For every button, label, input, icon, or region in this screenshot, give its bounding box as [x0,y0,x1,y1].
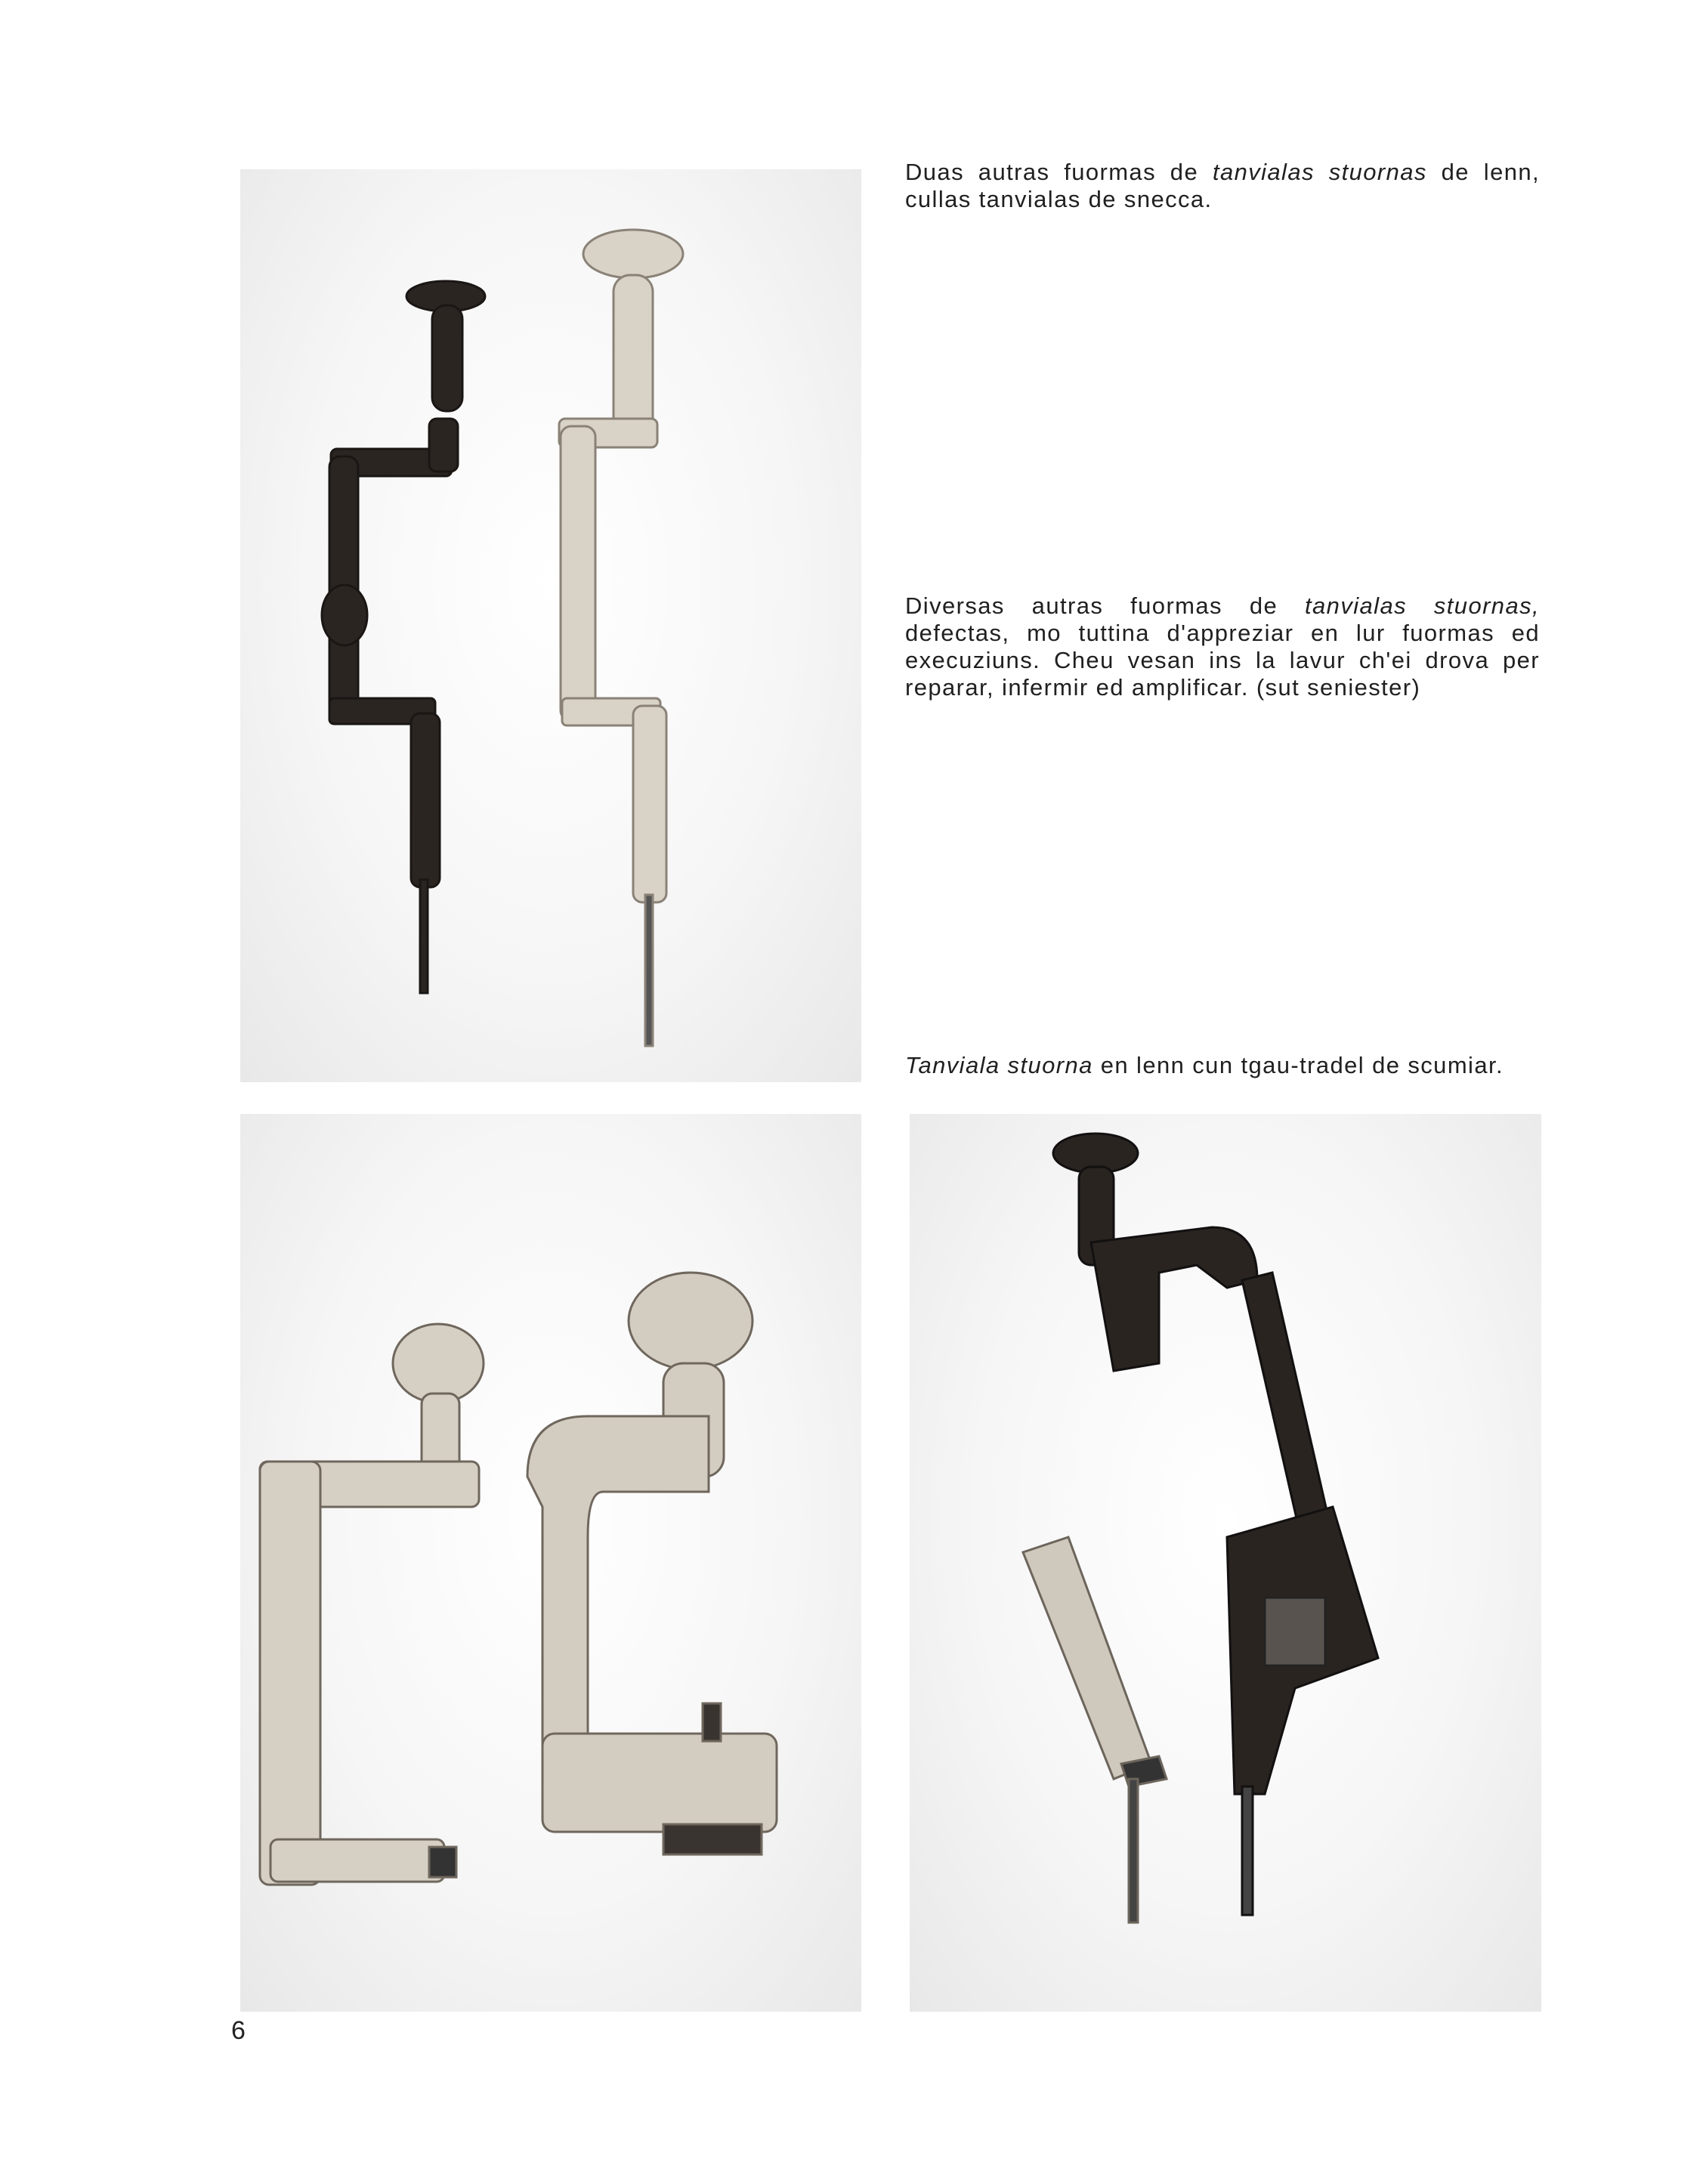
caption-italic-term: Tanviala stuorna [905,1052,1093,1078]
caption-text: de lenn, cullas tanvialas de snecca. [905,159,1541,212]
caption-text: Duas autras fuormas de [905,159,1213,185]
photo-damaged-braces [240,1114,861,2012]
caption-damaged-braces [905,592,1540,701]
damaged-braces-illustration [240,1114,861,2012]
photo-carved-brace [910,1114,1541,2012]
light-brace [559,230,683,1046]
pale-spoon-bit-holder [1023,1537,1167,1923]
caption-text: defectas, mo tuttina d'appreziar en lur fuormas ed execuziuns. Cheu vesan ins la lavur ch'ei drova per reparar, infermir ed amplificar. (sut seniester) [905,620,1540,701]
dark-brace [322,281,485,993]
carved-dark-brace [1053,1134,1378,1915]
caption-two-braces [905,159,1540,213]
caption-carved-brace [905,1052,1540,1079]
caption-italic-term: tanvialas stuornas, [1305,592,1540,619]
caption-italic-term: tanvialas stuornas [1212,159,1427,185]
photo-two-braces [240,169,861,1082]
damaged-brace-right [527,1273,777,1855]
damaged-brace-left [260,1324,484,1885]
carved-brace-illustration [910,1114,1541,2012]
caption-text: en lenn cun tgau-tradel de scumiar. [1093,1052,1504,1078]
two-braces-illustration [240,169,861,1082]
caption-text: Diversas autras fuormas de [905,592,1306,619]
page-number: 6 [231,2016,246,2045]
